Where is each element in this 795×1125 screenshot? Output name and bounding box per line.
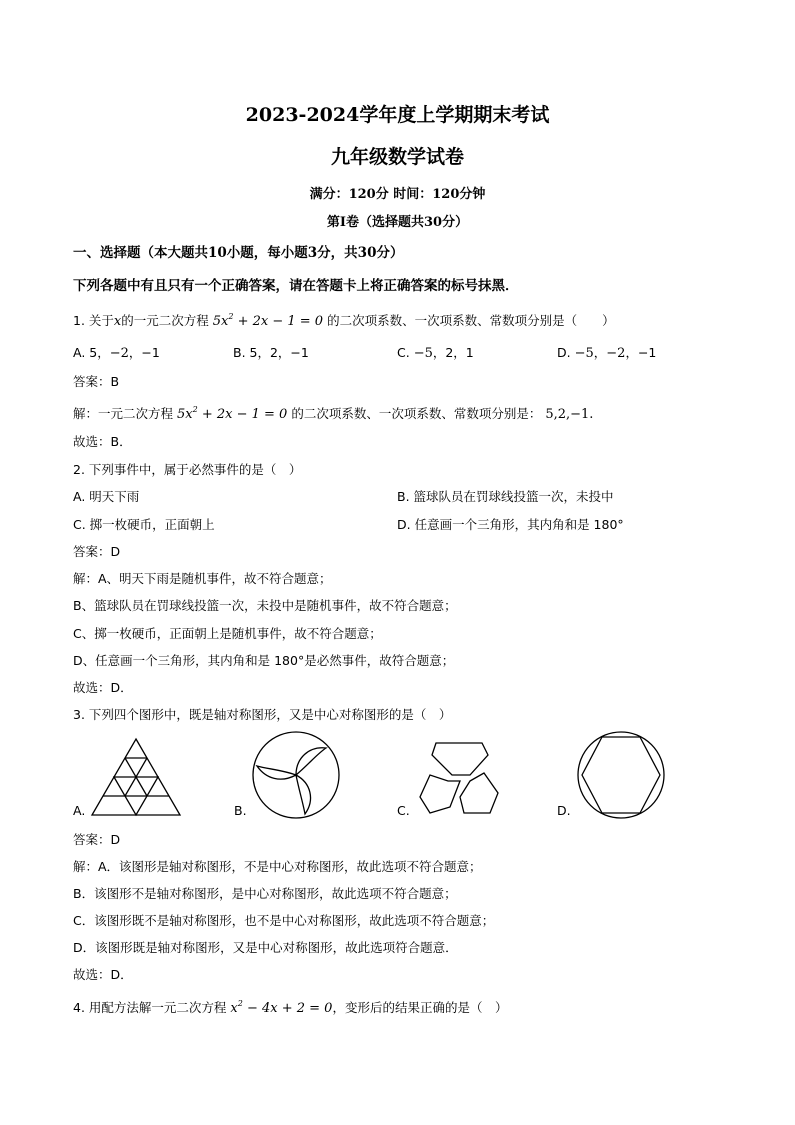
q3-solution-line: D．该图形既是轴对称图形，又是中心对称图形，故此选项符合题意．: [73, 940, 458, 955]
q1-stem-post: 的二次项系数、一次项系数、常数项分别是（ ）: [327, 313, 615, 328]
exam-subtitle: 九年级数学试卷: [330, 146, 464, 168]
q2-solution-line: D、任意画一个三角形，其内角和是 180°是必然事件，故符合题意；: [73, 653, 455, 668]
q1-conclusion: 故选：B．: [73, 434, 132, 449]
q3-solution-line: B．该图形不是轴对称图形，是中心对称图形，故此选项不符合题意；: [73, 886, 457, 901]
q2-option-a: A. 明天下雨: [73, 489, 140, 504]
exam-title: 2023-2024学年度上学期期末考试: [245, 104, 550, 126]
figure-b-label: B.: [234, 803, 247, 818]
figure-a-label: A.: [73, 803, 86, 818]
part-instruction: 下列各题中有且只有一个正确答案，请在答题卡上将正确答案的标号抹黑．: [73, 278, 519, 294]
q4-equation: $x^2 - 4x + 2 = 0$: [230, 999, 333, 1016]
figure-b-swirl-circle: [251, 730, 341, 820]
figure-d-label: D.: [557, 803, 571, 818]
q2-stem: 2. 下列事件中，属于必然事件的是（ ）: [73, 462, 302, 477]
q2-solution-line: B、篮球队员在罚球线投篮一次，未投中是随机事件，故不符合题意；: [73, 598, 457, 613]
q3-solution-line: C．该图形既不是轴对称图形，也不是中心对称图形，故此选项不符合题意；: [73, 913, 495, 928]
q2-solution-line: C、掷一枚硬币，正面朝上是随机事件，故不符合题意；: [73, 626, 382, 641]
q2-option-d: D. 任意画一个三角形，其内角和是 180°: [397, 517, 624, 532]
q1-option-a: A. 5，−2，−1: [73, 345, 160, 361]
q3-solution-line: 解：A．该图形是轴对称图形，不是中心对称图形，故此选项不符合题意；: [73, 859, 482, 874]
q2-conclusion: 故选：D．: [73, 680, 133, 695]
q1-stem: [73, 311, 615, 329]
part-heading: 一、选择题（本大题共10小题，每小题3分，共30分）: [73, 245, 404, 261]
q1-stem-mid: 的一元二次方程: [121, 313, 209, 328]
q4-stem: 4. 用配方法解一元二次方程 $x^2 - 4x + 2 = 0$，变形后的结果正确的是（ ）: [73, 999, 508, 1016]
q3-conclusion: 故选：D．: [73, 967, 133, 982]
q2-solution-line: 解：A、明天下雨是随机事件，故不符合题意；: [73, 571, 332, 586]
q1-answer: 答案：B: [73, 374, 120, 389]
q2-answer: 答案：D: [73, 544, 121, 559]
q1-option-b: B. 5，2，−1: [233, 345, 309, 360]
figure-c-label: C.: [397, 803, 410, 818]
exam-info: 满分：120分 时间：120分钟: [309, 187, 486, 202]
figure-a-triangle: [88, 735, 184, 819]
q1-option-d: D. −5，−2，−1: [557, 345, 657, 361]
figure-d-hexagon-circle: [576, 730, 666, 820]
q1-option-c: C. −5，2，1: [397, 345, 474, 361]
q3-stem: 3. 下列四个图形中，既是轴对称图形，又是中心对称图形的是（ ）: [73, 707, 452, 722]
q3-answer: 答案：D: [73, 832, 121, 847]
q1-stem-pre: 1. 关于: [73, 313, 114, 328]
q1-solution: 解：一元二次方程 $5x^2 + 2x - 1 = 0$ 的二次项系数、一次项系数、常数项分别是： 5,2,−1.: [73, 405, 594, 422]
q1-var: x: [113, 314, 122, 329]
q1-equation: $5x^2 + 2x - 1 = 0$: [212, 312, 324, 329]
section-title: 第Ⅰ卷（选择题共30分）: [326, 215, 469, 230]
figure-c-shapes: [414, 735, 504, 817]
q2-option-b: B. 篮球队员在罚球线投篮一次，未投中: [397, 489, 614, 504]
q2-option-c: C. 掷一枚硬币，正面朝上: [73, 517, 215, 532]
